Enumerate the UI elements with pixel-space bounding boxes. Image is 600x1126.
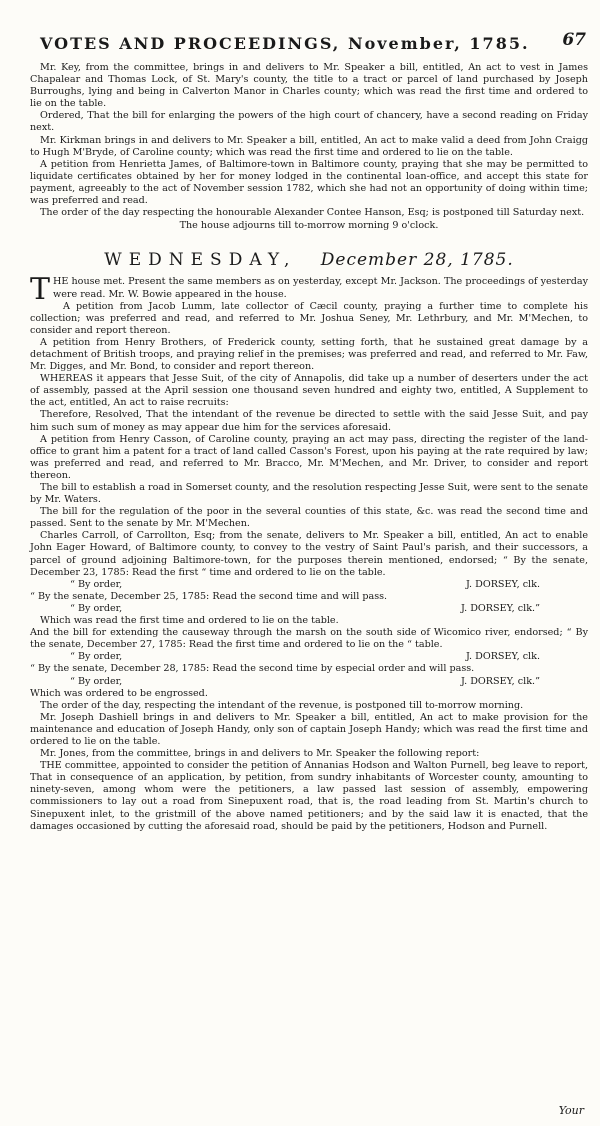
endorsement-signature: [30, 579, 588, 591]
paragraph: The order of the day respecting the honourable Alexander Contee Hanson, Esq; is postponed till Saturday next.: [40, 207, 585, 219]
endorsement-signature: [30, 676, 588, 688]
paragraph: The bill to establish a road in Somerset county, and the resolution respecting Jesse Suit, were sent to the senate by Mr. Waters.: [30, 482, 588, 506]
heading-date: December 28, 1785.: [320, 250, 514, 271]
clerk-name: J. DORSEY, clk.: [465, 578, 540, 590]
by-order: “ By order,: [70, 675, 123, 687]
running-head: [40, 30, 586, 53]
paragraph-text: HE house met. Present the same members as on yesterday, except Mr. Jackson. The proceedings of yesterday were read. Mr. W. Bowie appeared in the house.: [53, 276, 588, 300]
paragraph: A petition from Henrietta James, of Baltimore-town in Baltimore county, praying that she may be permitted to liquidate certificates obtained by her for money lodged in the continental loan-office, and accept this state for payment, agreeably to the act of November session 1782, which she had not an opportunity of doing within time; was preferred and read.: [30, 158, 588, 207]
clerk-name: J. DORSEY, clk.: [465, 651, 540, 663]
paragraph: The order of the day, respecting the intendant of the revenue, is postponed till to-morrow morning.: [40, 699, 524, 711]
paragraph: Mr. Kirkman brings in and delivers to Mr. Speaker a bill, entitled, An act to make valid a deed from John Craigg to Hugh M'Bryde, of Caroline county; which was read the first time and ordered to lie on the table.: [30, 134, 588, 158]
paragraph: The bill for the regulation of the poor in the several counties of this state, &c. was read the second time and passed. Sent to the senate by Mr. M'Mechen.: [30, 506, 588, 530]
endorsement-signature: [30, 651, 588, 663]
endorsement-line: “ By the senate, December 25, 1785: Read the second time and will pass.: [30, 590, 388, 602]
running-title: VOTES AND PROCEEDINGS, November, 1785.: [40, 34, 530, 53]
paragraph: Mr. Joseph Dashiell brings in and delivers to Mr. Speaker a bill, entitled, An act to make provision for the maintenance and education of Joseph Handy, only son of captain Joseph Handy; which was read the first time and ordered to lie on the table.: [30, 711, 588, 747]
clerk-name: J. DORSEY, clk.”: [461, 602, 540, 614]
paragraph: WHEREAS it appears that Jesse Suit, of the city of Annapolis, did take up a number of deserters under the act of assembly, passed at the April session one thousand seven hundred and eighty two, entitled, A Supplement to the act, entitled, An act to raise recruits:: [30, 373, 588, 409]
paragraph: Mr. Jones, from the committee, brings in and delivers to Mr. Speaker the following report:: [40, 748, 480, 760]
page-number: 67: [562, 30, 586, 50]
drop-cap: T: [30, 272, 51, 308]
by-order: “ By order,: [70, 578, 123, 590]
body-text: [30, 62, 588, 833]
paragraph: Which was read the first time and ordered to lie on the table.: [40, 615, 339, 627]
paragraph: A petition from Jacob Lumm, late collector of Cæcil county, praying a further time to complete his collection; was preferred and read, and referred to Mr. Joshua Seney, Mr. Lethrbury, and Mr. M'Mechen, to consider and report thereon.: [30, 300, 588, 336]
paragraph: Ordered, That the bill for enlarging the powers of the high court of chancery, have a second reading on Friday next.: [30, 110, 588, 134]
paragraph: A petition from Henry Casson, of Caroline county, praying an act may pass, directing the register of the land-office to grant him a patent for a tract of land called Casson's Forest, upon his paying at the rate required by law; was preferred and read, and referred to Mr. Bracco, Mr. M'Mechen, and Mr. Driver, to consider and report thereon.: [30, 433, 588, 481]
by-order: “ By order,: [70, 651, 123, 663]
paragraph: And the bill for extending the causeway through the marsh on the south side of Wicomico river, endorsed; “ By the senate, December 27, 1785: Read the first time and ordered to lie on the “ table.: [30, 627, 588, 651]
paragraph: Mr. Key, from the committee, brings in and delivers to Mr. Speaker a bill, entitled, An act to vest in James Chapalear and Thomas Lock, of St. Mary's county, the title to a tract or parcel of land purchased by Joseph Burroughs, lying and being in Calverton Manor in Charles county; which was read the first time and ordered to lie on the table.: [30, 62, 588, 110]
paragraph: Charles Carroll, of Carrollton, Esq; from the senate, delivers to Mr. Speaker a bill, entitled, An act to enable John Eager Howard, of Baltimore county, to convey to the vestry of Saint Paul's parish, and their successors, a parcel of ground adjoining Baltimore-town, for the purposes therein mentioned, endorsed; “ By the senate, December 23, 1785: Read the first “ time and ordered to lie on the table.: [30, 530, 588, 578]
adjournment-line: The house adjourns till to-morrow morning 9 o'clock.: [179, 220, 439, 232]
by-order: “ By order,: [70, 602, 123, 614]
paragraph: A petition from Henry Brothers, of Frederick county, setting forth, that he sustained great damage by a detachment of British troops, and praying relief in the premises; was preferred and read, and referred to Mr. Faw, Mr. Digges, and Mr. Bond, to consider and report thereon.: [30, 336, 588, 373]
endorsement-signature: [30, 603, 588, 615]
endorsement-line: “ By the senate, December 28, 1785: Read the second time by especial order and will pass.: [30, 663, 475, 675]
paragraph: Which was ordered to be engrossed.: [30, 687, 208, 699]
committee-report: THE committee, appointed to consider the petition of Annanias Hodson and Walton Purnell, beg leave to report, That in consequence of an application, by petition, from sundry inhabitants of Worcester county, amounting to ninety-seven, among whom were the petitioners, a law passed last session of assembly, empowering commissioners to lay out a road from Sinepuxent road, that is, the road leading from St. Martin's church to Sinepuxent inlet, to the gristmill of the above named petitioners; and by the said law it is enacted, that the damages occasioned by cutting the aforesaid road, should be paid by the petitioners, Hodson and Purnell.: [30, 760, 588, 832]
clerk-name: J. DORSEY, clk.”: [461, 675, 540, 687]
heading-day: WEDNESDAY,: [104, 250, 297, 271]
paragraph: Therefore, Resolved, That the intendant of the revenue be directed to settle with the said Jesse Suit, and pay him such sum of money as may appear due him for the services aforesaid.: [30, 409, 588, 433]
catchword: Your: [558, 1104, 584, 1117]
paragraph: [30, 272, 588, 308]
day-heading: [30, 250, 588, 271]
